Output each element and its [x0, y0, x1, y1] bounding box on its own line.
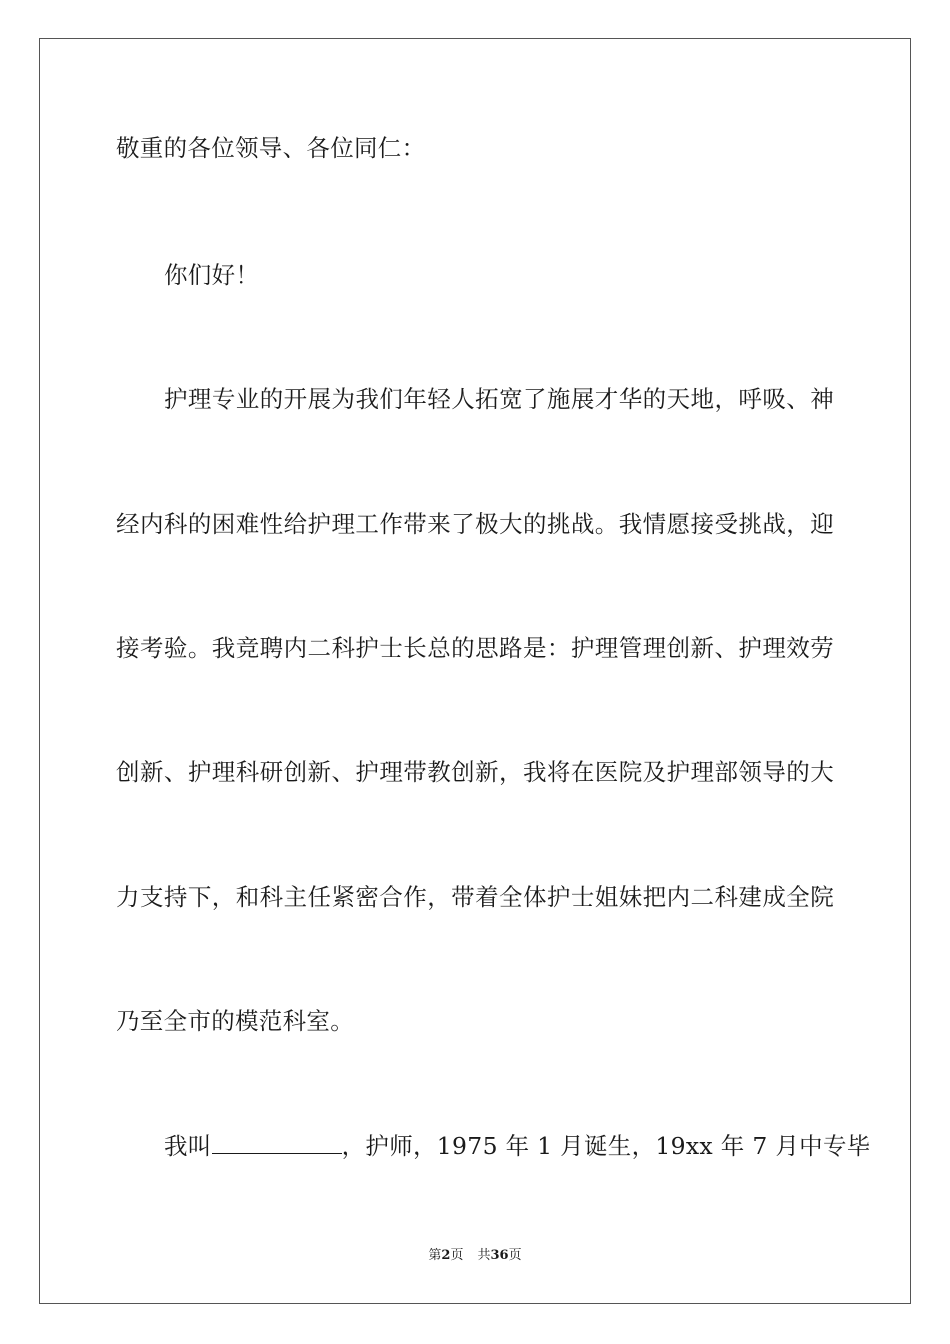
page-number: 2	[441, 1248, 451, 1263]
page-suffix: 页	[450, 1248, 464, 1263]
paragraph1-line-1: 护理专业的开展为我们年轻人拓宽了施展才华的天地，呼吸、神	[164, 385, 834, 413]
paragraph1-line-4: 创新、护理科研创新、护理带教创新，我将在医院及护理部领导的大	[116, 758, 834, 786]
page-border	[39, 38, 911, 1304]
name-suffix: ，护师，1975 年 1 月诞生，19xx 年 7 月中专毕	[341, 1132, 871, 1160]
salutation-line: 敬重的各位领导、各位同仁：	[116, 134, 426, 162]
total-prefix: 共	[477, 1248, 491, 1263]
name-prefix: 我叫	[164, 1132, 212, 1160]
paragraph1-line-5: 力支持下，和科主任紧密合作，带着全体护士姐妹把内二科建成全院	[116, 883, 834, 911]
greeting-line: 你们好！	[164, 261, 260, 289]
total-suffix: 页	[508, 1248, 522, 1263]
paragraph1-line-6: 乃至全市的模范科室。	[116, 1007, 354, 1035]
page-footer	[0, 1247, 950, 1265]
paragraph1-line-3: 接考验。我竞聘内二科护士长总的思路是：护理管理创新、护理效劳	[116, 634, 834, 662]
page-prefix: 第	[428, 1248, 442, 1263]
paragraph2-line-1	[164, 1131, 871, 1161]
total-pages: 36	[490, 1248, 509, 1263]
paragraph1-line-2: 经内科的困难性给护理工作带来了极大的挑战。我情愿接受挑战，迎	[116, 510, 834, 538]
name-blank-underline	[212, 1135, 342, 1154]
